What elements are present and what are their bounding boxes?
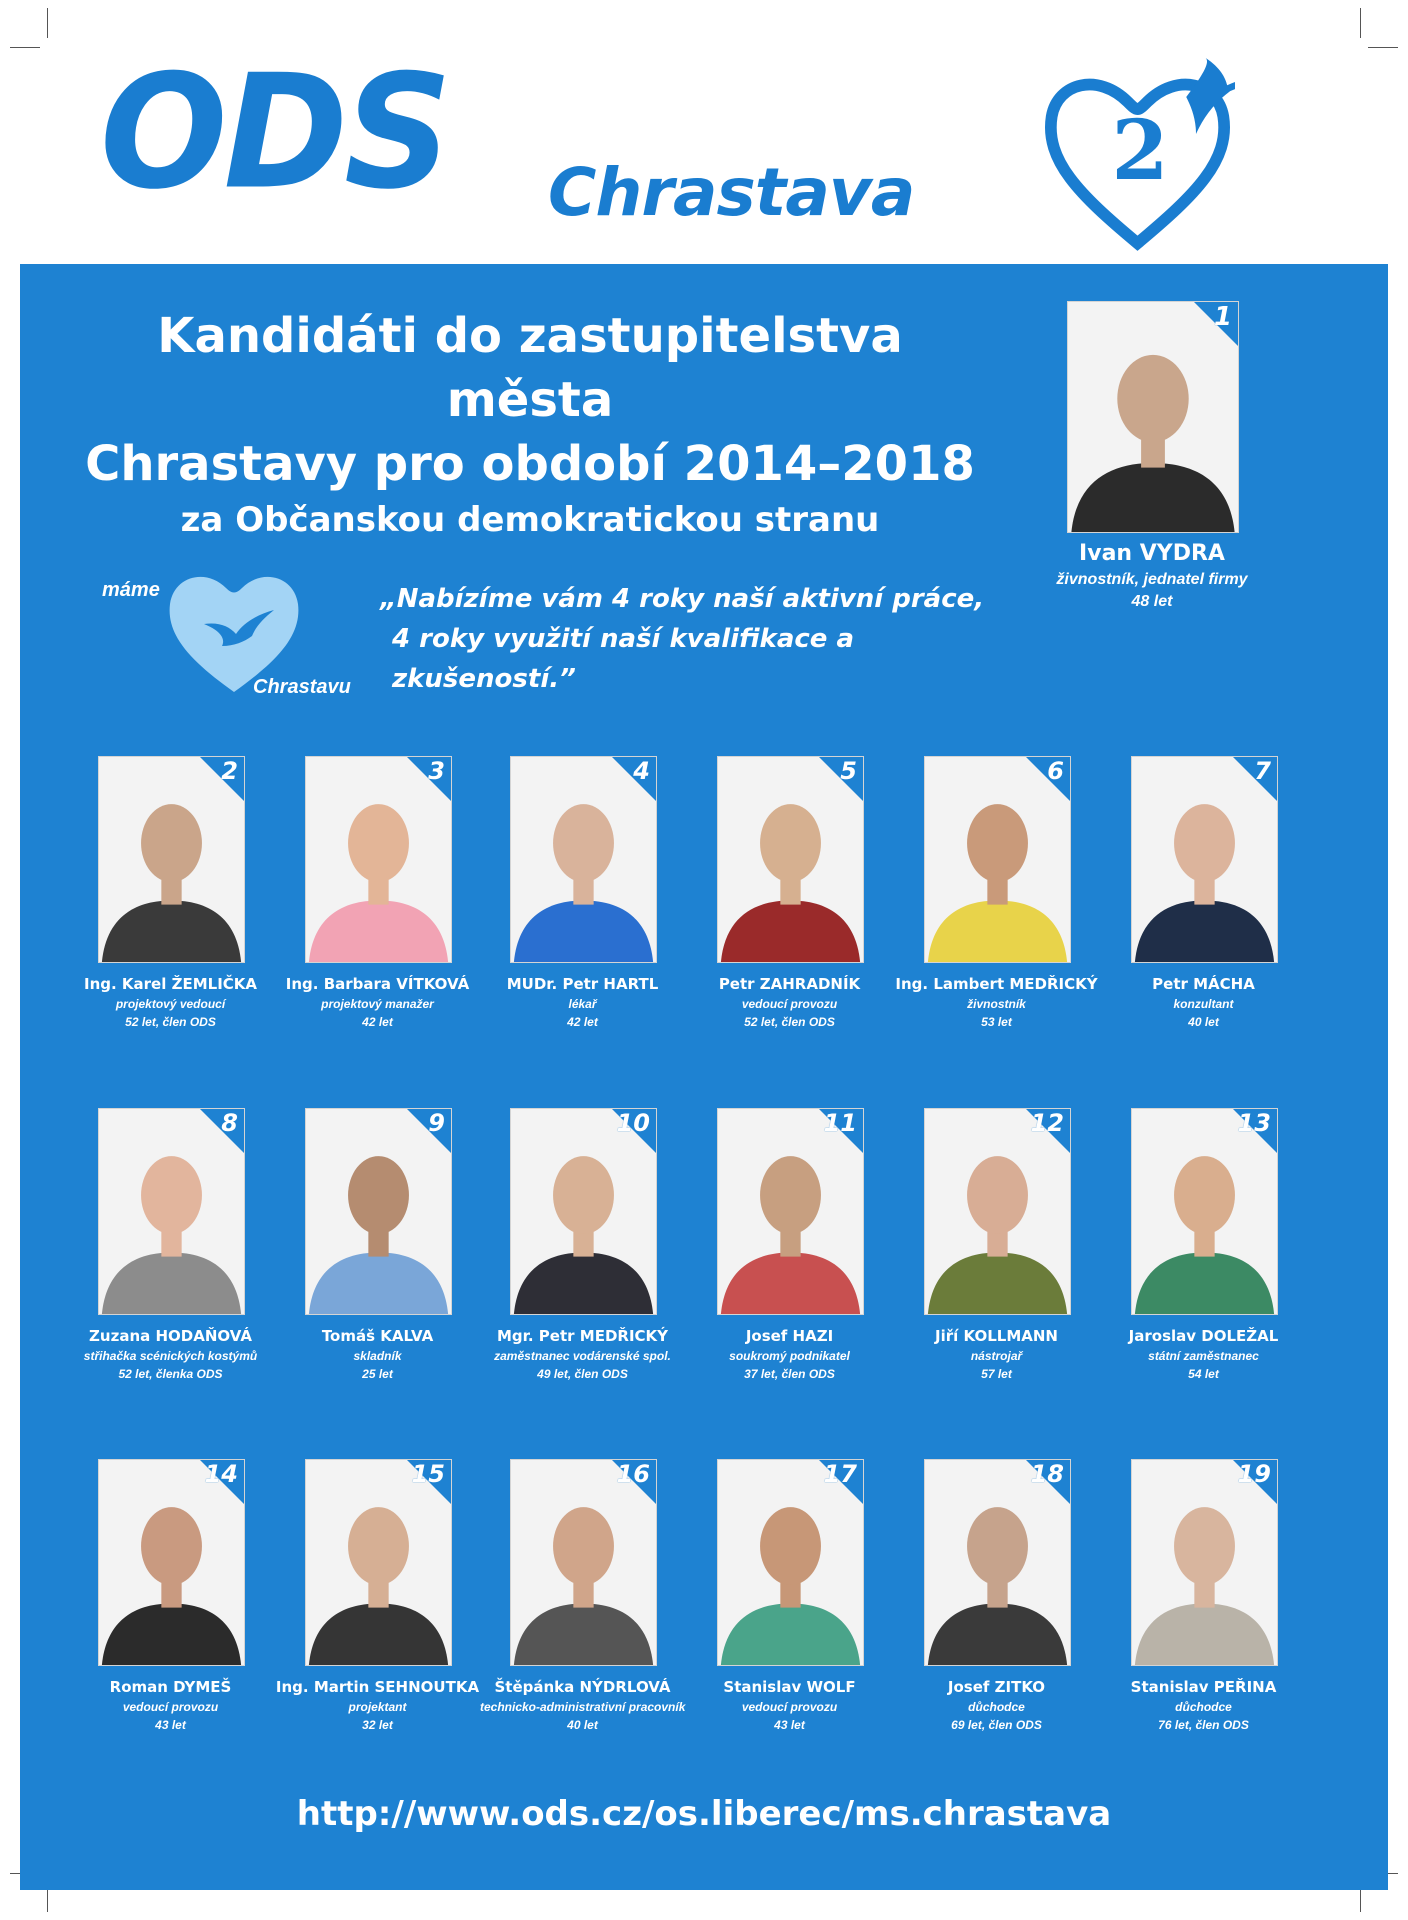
candidate-occupation: důchodce	[1175, 1700, 1232, 1714]
candidate-number: 1	[1213, 302, 1232, 332]
candidate-number: 5	[840, 757, 857, 785]
candidate-photo	[924, 1459, 1071, 1666]
candidate-occupation: živnostník, jednatel firmy	[1056, 571, 1248, 588]
candidate-photo	[924, 1108, 1071, 1315]
candidate-occupation: zaměstnanec vodárenské spol.	[494, 1349, 671, 1363]
candidate-number: 11	[823, 1109, 857, 1137]
candidate-age: 40 let	[567, 1718, 598, 1732]
candidate-age: 43 let	[774, 1718, 805, 1732]
candidate-photo	[98, 1108, 245, 1315]
candidate-occupation: vedoucí provozu	[741, 1700, 838, 1714]
candidate-age: 25 let	[362, 1367, 393, 1381]
candidate-photo	[1131, 1459, 1278, 1666]
candidate-info	[687, 1325, 892, 1383]
candidate-number: 7	[1254, 757, 1271, 785]
candidate-occupation: vedoucí provozu	[122, 1700, 219, 1714]
candidate-number: 12	[1030, 1109, 1064, 1137]
candidate-occupation: konzultant	[1173, 997, 1234, 1011]
candidate-photo	[510, 1459, 657, 1666]
motto-word-2: Chrastavu	[253, 676, 351, 698]
candidate-name: Štěpánka NÝDRLOVÁ	[494, 1678, 671, 1696]
candidate-occupation: nástrojař	[970, 1349, 1023, 1363]
candidate-name: Stanislav WOLF	[723, 1678, 856, 1696]
page-title	[80, 304, 980, 544]
candidate-age: 76 let, člen ODS	[1158, 1718, 1249, 1732]
candidate-info	[275, 973, 480, 1031]
candidate-info	[480, 1325, 685, 1383]
city-name: Chrastava	[548, 154, 915, 231]
candidate-name: Mgr. Petr MEDŘICKÝ	[496, 1327, 669, 1345]
candidate-info	[894, 1676, 1099, 1734]
quote-line-2: 4 roky využití naší kvalifikace a zkušeností.”	[392, 624, 855, 694]
candidate-occupation: státní zaměstnanec	[1148, 1349, 1259, 1363]
candidate-age: 69 let, člen ODS	[951, 1718, 1042, 1732]
candidate-info	[1037, 539, 1267, 613]
candidate-number: 14	[204, 1460, 238, 1488]
candidate-number: 16	[616, 1460, 650, 1488]
candidate-name: Petr ZAHRADNÍK	[718, 975, 861, 993]
motto-word-1: máme	[102, 579, 160, 601]
candidate-occupation: projektový vedoucí	[115, 997, 226, 1011]
candidate-occupation: projektový manažer	[321, 997, 434, 1011]
candidate-photo	[510, 1108, 657, 1315]
candidate-name: Roman DYMEŠ	[109, 1678, 232, 1696]
candidate-age: 42 let	[567, 1015, 598, 1029]
candidate-name: Josef ZITKO	[947, 1678, 1046, 1696]
candidate-occupation: střihačka scénických kostýmů	[83, 1349, 258, 1363]
candidate-name: Ing. Karel ŽEMLIČKA	[83, 975, 258, 993]
candidate-name: Petr MÁCHA	[1152, 975, 1255, 993]
candidate-occupation: technicko-administrativní pracovník	[480, 1700, 686, 1714]
candidate-age: 53 let	[981, 1015, 1012, 1029]
candidate-number: 17	[823, 1460, 857, 1488]
candidates-panel	[20, 264, 1388, 1890]
candidate-info	[894, 973, 1099, 1031]
candidate-info	[687, 1676, 892, 1734]
candidate-name: Stanislav PEŘINA	[1130, 1678, 1277, 1696]
candidate-name: Jiří KOLLMANN	[935, 1327, 1058, 1345]
candidate-photo	[1067, 301, 1239, 533]
candidate-photo	[305, 1108, 452, 1315]
candidate-age: 37 let, člen ODS	[744, 1367, 835, 1381]
candidate-number: 18	[1030, 1460, 1064, 1488]
candidate-info	[68, 1325, 273, 1383]
candidate-age: 52 let, člen ODS	[744, 1015, 835, 1029]
candidate-info	[68, 1676, 273, 1734]
candidate-name: Ivan VYDRA	[1079, 541, 1225, 566]
candidate-photo	[305, 1459, 452, 1666]
candidate-age: 42 let	[362, 1015, 393, 1029]
candidate-info	[1101, 1676, 1306, 1734]
candidate-age: 48 let	[1131, 593, 1173, 610]
candidate-info	[894, 1325, 1099, 1383]
candidate-photo	[305, 756, 452, 963]
candidate-info	[687, 973, 892, 1031]
candidate-number: 13	[1237, 1109, 1271, 1137]
candidate-info	[275, 1325, 480, 1383]
candidate-info	[1101, 1325, 1306, 1383]
candidate-name: Ing. Lambert MEDŘICKÝ	[895, 975, 1098, 993]
candidate-info	[68, 973, 273, 1031]
candidate-photo	[717, 756, 864, 963]
title-line-2: Chrastavy pro období 2014–2018	[85, 436, 975, 492]
candidate-name: Tomáš KALVA	[321, 1327, 434, 1345]
candidate-number: 10	[616, 1109, 650, 1137]
candidate-photo	[98, 756, 245, 963]
candidate-photo	[717, 1459, 864, 1666]
party-logo: ODS	[100, 41, 449, 225]
candidate-occupation: vedoucí provozu	[741, 997, 838, 1011]
candidate-age: 52 let, člen ODS	[125, 1015, 216, 1029]
candidate-number: 15	[411, 1460, 445, 1488]
candidate-photo	[510, 756, 657, 963]
list-number: 2	[1111, 103, 1169, 199]
candidate-age: 49 let, člen ODS	[537, 1367, 628, 1381]
candidate-info	[1101, 973, 1306, 1031]
candidate-photo	[717, 1108, 864, 1315]
candidate-number: 2	[221, 757, 238, 785]
candidate-name: MUDr. Petr HARTL	[506, 975, 659, 993]
candidate-occupation: živnostník	[967, 997, 1026, 1011]
candidate-age: 32 let	[362, 1718, 393, 1732]
candidate-age: 43 let	[155, 1718, 186, 1732]
candidate-occupation: projektant	[348, 1700, 407, 1714]
candidate-number: 9	[428, 1109, 445, 1137]
title-line-3: za Občanskou demokratickou stranu	[180, 500, 880, 540]
candidate-occupation: skladník	[353, 1349, 402, 1363]
candidate-age: 52 let, členka ODS	[118, 1367, 223, 1381]
candidate-number: 8	[221, 1109, 238, 1137]
candidate-number: 4	[633, 757, 650, 785]
candidate-number: 19	[1237, 1460, 1271, 1488]
candidate-name: Ing. Martin SEHNOUTKA	[275, 1678, 480, 1696]
candidate-number: 3	[428, 757, 445, 785]
candidate-occupation: lékař	[568, 997, 597, 1011]
candidate-photo	[98, 1459, 245, 1666]
candidate-name: Ing. Barbara VÍTKOVÁ	[285, 975, 470, 993]
campaign-quote	[380, 579, 1000, 699]
candidate-name: Josef HAZI	[745, 1327, 834, 1345]
candidate-age: 54 let	[1188, 1367, 1219, 1381]
candidate-photo	[1131, 1108, 1278, 1315]
candidate-photo	[924, 756, 1071, 963]
candidate-name: Jaroslav DOLEŽAL	[1128, 1327, 1279, 1345]
candidate-number: 6	[1047, 757, 1064, 785]
candidate-info	[480, 973, 685, 1031]
candidate-occupation: soukromý podnikatel	[729, 1349, 850, 1363]
heart-icon	[164, 564, 304, 694]
candidate-occupation: důchodce	[968, 1700, 1025, 1714]
header	[0, 0, 1408, 262]
quote-line-1: „Nabízíme vám 4 roky naší aktivní práce,	[380, 584, 985, 614]
candidate-name: Zuzana HODAŇOVÁ	[89, 1327, 252, 1345]
candidate-photo	[1131, 756, 1278, 963]
candidate-age: 40 let	[1188, 1015, 1219, 1029]
candidate-age: 57 let	[981, 1367, 1012, 1381]
candidate-info	[275, 1676, 480, 1734]
candidate-info	[480, 1676, 685, 1734]
website-url[interactable]: http://www.ods.cz/os.liberec/ms.chrastava	[296, 1794, 1112, 1834]
title-line-1: Kandidáti do zastupitelstva města	[157, 308, 903, 428]
